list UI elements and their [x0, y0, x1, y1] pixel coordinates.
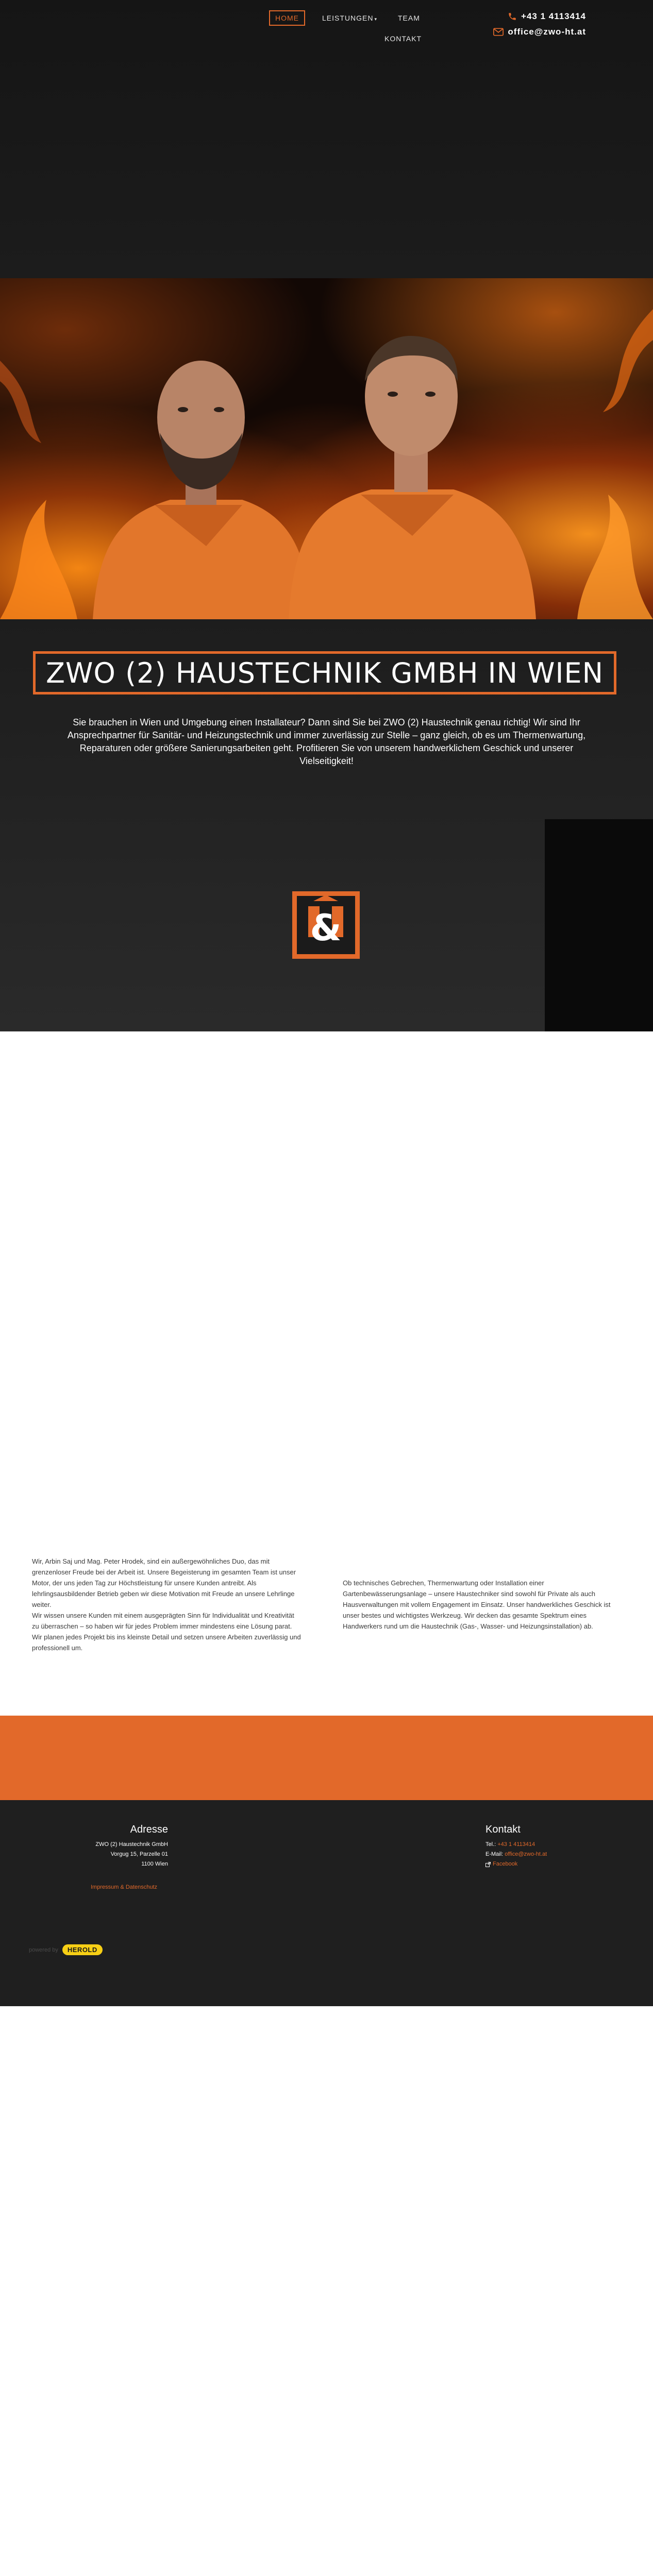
footer-contact-heading: Kontakt [485, 1824, 521, 1835]
herold-badge[interactable]: HEROLD [62, 1944, 103, 1955]
imprint-link[interactable]: Impressum & Datenschutz [91, 1884, 157, 1890]
footer-email [485, 1850, 614, 1859]
main-nav [263, 9, 433, 50]
herold-badge-row [29, 1944, 103, 1955]
flame-shape [577, 495, 653, 619]
footer-contact [485, 1824, 614, 1869]
person-right [289, 336, 536, 619]
svg-text:&: & [310, 907, 342, 949]
dark-panel [545, 819, 653, 1031]
footer-street: Vorgug 15, Parzelle 01 [110, 1851, 168, 1857]
person-left [93, 361, 309, 619]
title-box [33, 651, 616, 694]
nav-leistungen[interactable] [322, 14, 377, 22]
footer-tel [485, 1840, 614, 1850]
flame-shape [603, 309, 653, 412]
herold-prefix: powered by [29, 1946, 58, 1953]
footer-city: 1100 Wien [141, 1861, 168, 1867]
orange-band [0, 1716, 653, 1800]
phone-icon [508, 12, 517, 21]
intro-section [0, 619, 653, 1031]
header-email-text: office@zwo-ht.at [508, 27, 586, 37]
about-left [32, 1556, 303, 1653]
flame-shape [0, 361, 41, 443]
footer-company: ZWO (2) Haustechnik GmbH [95, 1841, 168, 1848]
footer-address [29, 1824, 168, 1892]
intro-text: Sie brauchen in Wien und Umgebung einen Installateur? Dann sind Sie bei ZWO (2) Haustechnik genau richtig! Wir sind Ihr Ansprechpartner für Sanitär- und Heizungstechnik und immer zuverlässig zur Stelle – ganz gleich, ob es um Thermenwartung, Reparaturen oder größere Sanierungsarbeiten geht. Profitieren Sie von unserem handwerklichem Geschick und unserer Vielseitigkeit! [67, 717, 586, 766]
header-contact [462, 11, 586, 42]
about-right-text: Ob technisches Gebrechen, Thermenwartung oder Installation einer Gartenbewässerungsanlage – unsere Haustechniker sind sowohl für Private als auch Hausverwaltungen mit vollem Engagement im Einsatz. Unser handwerkliches Geschick ist unser bestes und wichtigstes Werkzeug. Wir decken das gesamte Spektrum eines Handwerkers rund um die Haustechnik (Gas-, Wasser- und Heizungsinstallation) ab. [343, 1579, 611, 1630]
nav-team[interactable]: TEAM [398, 14, 420, 22]
footer-email-link[interactable]: office@zwo-ht.at [505, 1851, 547, 1857]
header-phone-text: +43 1 4113414 [521, 11, 586, 21]
footer-address-heading: Adresse [130, 1824, 168, 1835]
page-title: ZWO (2) HAUSTECHNIK GMBH IN WIEN [46, 656, 604, 689]
nav-home[interactable]: HOME [269, 10, 305, 26]
ampersand-logo-icon [297, 896, 355, 954]
footer-tel-label: Tel.: [485, 1841, 496, 1848]
footer-facebook-link: Facebook [493, 1861, 518, 1867]
about-right [343, 1578, 624, 1632]
nav-kontakt[interactable]: KONTAKT [384, 35, 422, 43]
external-link-icon [485, 1862, 491, 1867]
about-left-text: Wir, Arbin Saj und Mag. Peter Hrodek, sind ein außergewöhnliches Duo, das mit grenzenloser Freude bei der Arbeit ist. Unsere Begeisterung im gesamten Team ist unser Motor, der uns jeden Tag zur Höchstleistung für unsere Kunden antreibt. Als lehrlingsausbildender Betrieb geben wir diese Motivation mit Freude an unsere Lehrlinge weiter. Wir wissen unsere Kunden mit einem ausgeprägten Sinn für Individualität und Kreativität zu überraschen – so haben wir für jedes Problem immer mindestens eine Lösung parat. Wir planen jedes Projekt bis ins kleinste Detail und setzen unsere Arbeiten zuverlässig und professionell um. [32, 1557, 301, 1652]
footer-facebook[interactable] [485, 1859, 614, 1869]
nav-leistungen-label: LEISTUNGEN [322, 14, 374, 22]
hero-photo [0, 278, 653, 619]
envelope-icon [493, 28, 504, 36]
header-phone[interactable] [462, 11, 586, 22]
footer-tel-link[interactable]: +43 1 4113414 [497, 1841, 535, 1848]
flame-shape [0, 500, 77, 619]
company-logo [292, 891, 360, 959]
header-email[interactable] [462, 27, 586, 37]
footer-email-label: E-Mail: [485, 1851, 504, 1857]
site-footer [0, 1800, 653, 2006]
site-header [0, 0, 653, 278]
chevron-down-icon: ▾ [374, 16, 377, 22]
hero-image [0, 278, 653, 619]
